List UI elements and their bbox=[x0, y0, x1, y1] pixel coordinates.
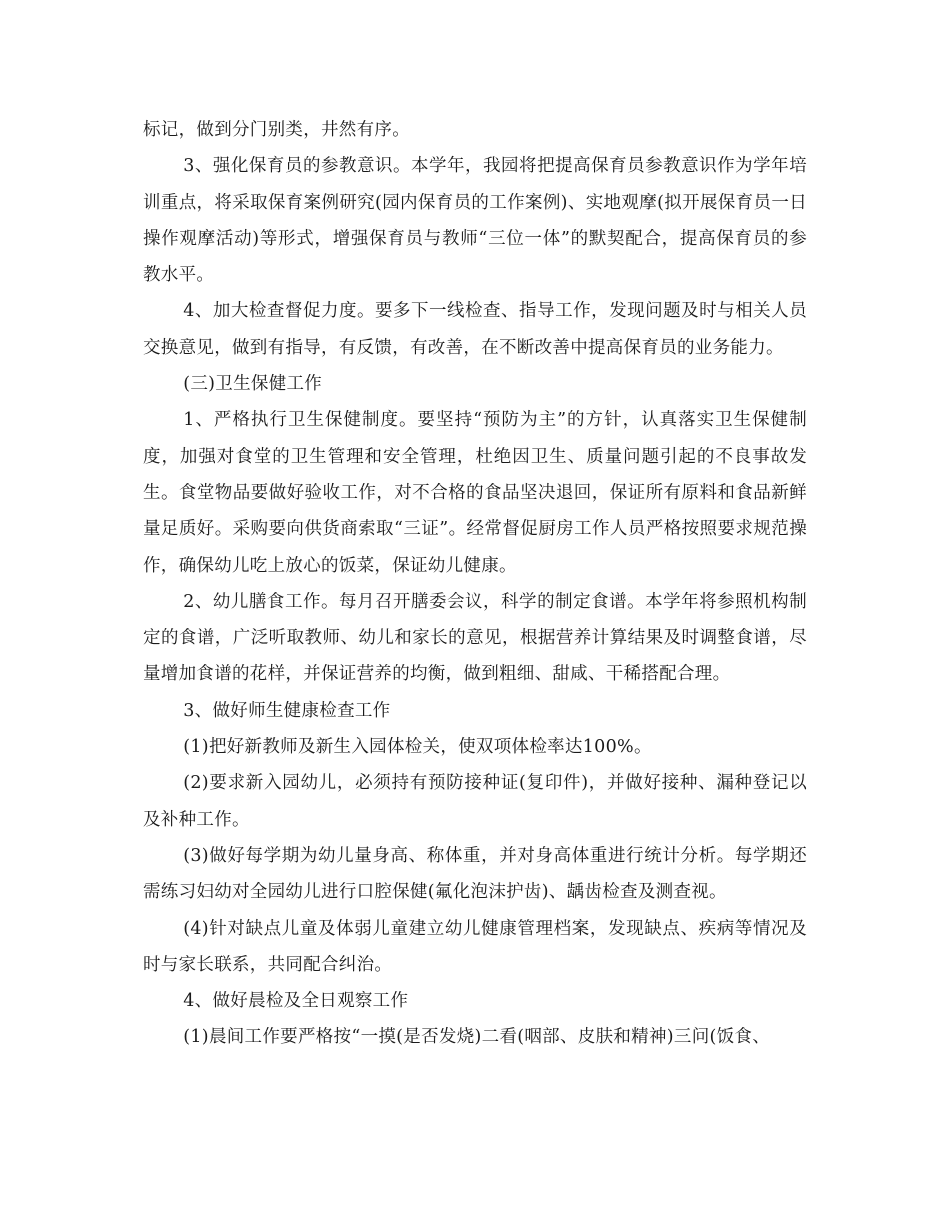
paragraph-morning-check-heading: 4、做好晨检及全日观察工作 bbox=[183, 991, 409, 1012]
paragraph-health-check-3: (3)做好每学期为幼儿量身高、称体重，并对身高体重进行统计分析。每学期还需练习妇幼对全园幼儿进行口腔保健(氟化泡沫护齿)、龋齿检查及测查视。 bbox=[143, 845, 807, 903]
paragraph-item-4-inspection: 4、加大检查督促力度。要多下一线检查、指导工作，发现问题及时与相关人员交换意见，做到有指导，有反馈，有改善，在不断改善中提高保育员的业务能力。 bbox=[143, 301, 807, 358]
section-heading-health-care: (三)卫生保健工作 bbox=[183, 374, 323, 395]
paragraph-health-check-2: (2)要求新入园幼儿，必须持有预防接种证(复印件)，并做好接种、漏种登记以及补种工作。 bbox=[143, 773, 807, 830]
document-body bbox=[143, 112, 807, 1056]
paragraph-meal-work: 2、幼儿膳食工作。每月召开膳委会议，科学的制定食谱。本学年将参照机构制定的食谱，广泛听取教师、幼儿和家长的意见，根据营养计算结果及时调整食谱，尽量增加食谱的花样，并保证营养的均衡，做到粗细、甜咸、干稀搭配合理。 bbox=[143, 591, 807, 685]
paragraph-health-check-1: (1)把好新教师及新生入园体检关，使双项体检率达100%。 bbox=[183, 737, 652, 758]
paragraph-item-3-participation: 3、强化保育员的参教意识。本学年，我园将把提高保育员参教意识作为学年培训重点，将采取保育案例研究(园内保育员的工作案例)、实地观摩(拟开展保育员一日操作观摩活动)等形式，增强保育员与教师“三位一体”的默契配合，提高保育员的参教水平。 bbox=[143, 156, 807, 286]
paragraph-health-check-4: (4)针对缺点儿童及体弱儿童建立幼儿健康管理档案，发现缺点、疾病等情况及时与家长联系，共同配合纠治。 bbox=[143, 918, 807, 975]
paragraph-health-check-heading: 3、做好师生健康检查工作 bbox=[183, 700, 391, 721]
paragraph-health-system: 1、严格执行卫生保健制度。要坚持“预防为主”的方针，认真落实卫生保健制度，加强对食堂的卫生管理和安全管理，杜绝因卫生、质量问题引起的不良事故发生。食堂物品要做好验收工作，对不合格的食品坚决退回，保证所有原料和食品新鲜量足质好。采购要向供货商索取“三证”。经常督促厨房工作人员严格按照要求规范操作，确保幼儿吃上放心的饭菜，保证幼儿健康。 bbox=[143, 410, 807, 576]
paragraph-continuation: 标记，做到分门别类，井然有序。 bbox=[143, 120, 410, 140]
paragraph-morning-check-1: (1)晨间工作要严格按“一摸(是否发烧)二看(咽部、皮肤和精神)三问(饭食、 bbox=[183, 1027, 771, 1048]
